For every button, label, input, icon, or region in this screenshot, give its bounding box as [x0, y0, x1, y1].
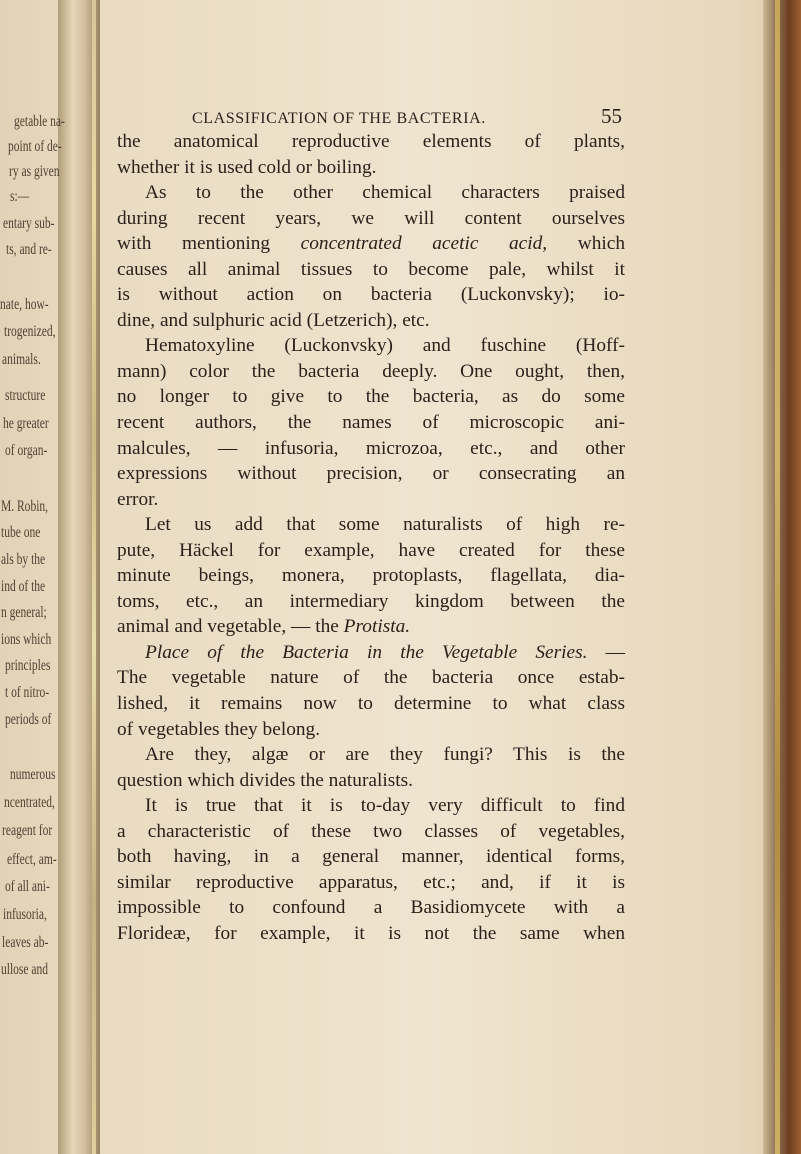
text-line: question which divides the naturalists. [117, 769, 414, 791]
paragraph-vegetable-series [117, 640, 625, 742]
margin-fragment: als by the [1, 551, 46, 568]
margin-fragment: principles [5, 657, 51, 674]
margin-fragment: ts, and re- [6, 241, 52, 258]
margin-fragment: s:— [10, 188, 30, 205]
margin-fragment: structure [5, 387, 46, 404]
margin-fragment: animals. [2, 351, 41, 368]
margin-fragment: effect, am- [7, 851, 57, 868]
paragraph-hematoxyline [117, 333, 625, 512]
text-line: toms, etc., an intermediary kingdom between the [117, 590, 625, 612]
margin-fragment: getable na- [14, 113, 65, 130]
text-line: a characteristic of these two classes of vegetables, [117, 820, 625, 842]
text-line: whether it is used cold or boiling. [117, 156, 377, 178]
margin-fragment: point of de- [8, 138, 62, 155]
text-line [117, 640, 625, 666]
paragraph-acetic-acid [117, 180, 625, 333]
text-line: dine, and sulphuric acid (Letzerich), etc. [117, 309, 430, 331]
section-heading: Place of the Bacteria in the Vegetable Series. [145, 641, 588, 663]
previous-page-margin [0, 0, 70, 1154]
text-line: impossible to confound a Basidiomycete with a [117, 897, 625, 919]
margin-fragment: n general; [1, 604, 47, 621]
paragraph-continuation [117, 129, 625, 180]
emphasis-text: Protista. [343, 616, 411, 638]
margin-fragment: of organ- [5, 442, 48, 459]
paragraph-protista [117, 512, 625, 640]
text-line: no longer to give to the bacteria, as do some [117, 386, 625, 408]
text-line [117, 231, 625, 257]
running-header [192, 104, 622, 129]
text-line: similar reproductive apparatus, etc.; and, if it is [117, 871, 625, 893]
text-line: Hematoxyline (Luckonvsky) and fuschine (Hoff- [145, 335, 625, 357]
text-fragment: which [547, 233, 625, 255]
text-line: pute, Häckel for example, have created for these [117, 539, 625, 561]
margin-fragment: trogenized, [4, 323, 56, 340]
margin-fragment: M. Robin, [1, 498, 49, 515]
text-line: Are they, algæ or are they fungi? This is the [145, 744, 625, 766]
margin-fragment: ry as given [9, 163, 60, 180]
margin-fragment: leaves ab- [2, 934, 49, 951]
text-line: of vegetables they belong. [117, 718, 321, 740]
page-body [117, 129, 625, 947]
text-line: error. [117, 488, 159, 510]
margin-fragment: ions which [1, 631, 52, 648]
chapter-title: CLASSIFICATION OF THE BACTERIA. [192, 110, 486, 127]
text-line: The vegetable nature of the bacteria once estab- [117, 667, 625, 689]
margin-fragment: of all ani- [5, 878, 50, 895]
text-line [117, 614, 625, 640]
text-line: is without action on bacteria (Luckonvsky); io- [117, 284, 625, 306]
text-line: mann) color the bacteria deeply. One ought, then, [117, 360, 625, 382]
text-line: both having, in a general manner, identical forms, [117, 846, 625, 868]
text-line: minute beings, monera, protoplasts, flagellata, dia- [117, 565, 625, 587]
text-line: expressions without precision, or consecrating an [117, 463, 625, 485]
text-fragment: animal and vegetable, — the [117, 616, 344, 638]
margin-fragment: t of nitro- [5, 684, 50, 701]
emphasis-text: concentrated acetic acid, [300, 233, 548, 255]
text-line: Let us add that some naturalists of high re- [145, 514, 625, 536]
text-line: Florideæ, for example, it is not the same when [117, 922, 625, 944]
text-line: malcules, — infusoria, microzoa, etc., and other [117, 437, 625, 459]
page-number: 55 [601, 104, 622, 128]
margin-fragment: reagent for [2, 822, 53, 839]
text-line: As to the other chemical characters praised [145, 182, 625, 204]
text-line: It is true that it is to-day very difficult to find [145, 795, 625, 817]
margin-fragment: numerous [10, 766, 56, 783]
text-line: lished, it remains now to determine to what class [117, 693, 625, 715]
text-line: the anatomical reproductive elements of plants, [117, 131, 625, 152]
margin-fragment: tube one [1, 524, 41, 541]
text-line: causes all animal tissues to become pale, whilst it [117, 258, 625, 280]
margin-fragment: infusoria, [3, 906, 47, 923]
margin-fragment: ullose and [1, 961, 49, 978]
margin-fragment: ind of the [1, 578, 46, 595]
text-line: recent authors, the names of microscopic ani- [117, 412, 625, 434]
text-line: during recent years, we will content ourselves [117, 207, 625, 229]
paragraph-classification-difficulty [117, 793, 625, 946]
book-cover-edge [763, 0, 801, 1154]
margin-fragment: he greater [3, 415, 49, 432]
margin-fragment: ncentrated, [4, 794, 55, 811]
paragraph-algae-fungi [117, 742, 625, 793]
margin-fragment: entary sub- [3, 215, 55, 232]
text-fragment: with mentioning [117, 233, 301, 255]
margin-fragment: periods of [5, 711, 52, 728]
margin-fragment: nate, how- [0, 296, 49, 313]
text-fragment: — [587, 641, 625, 663]
